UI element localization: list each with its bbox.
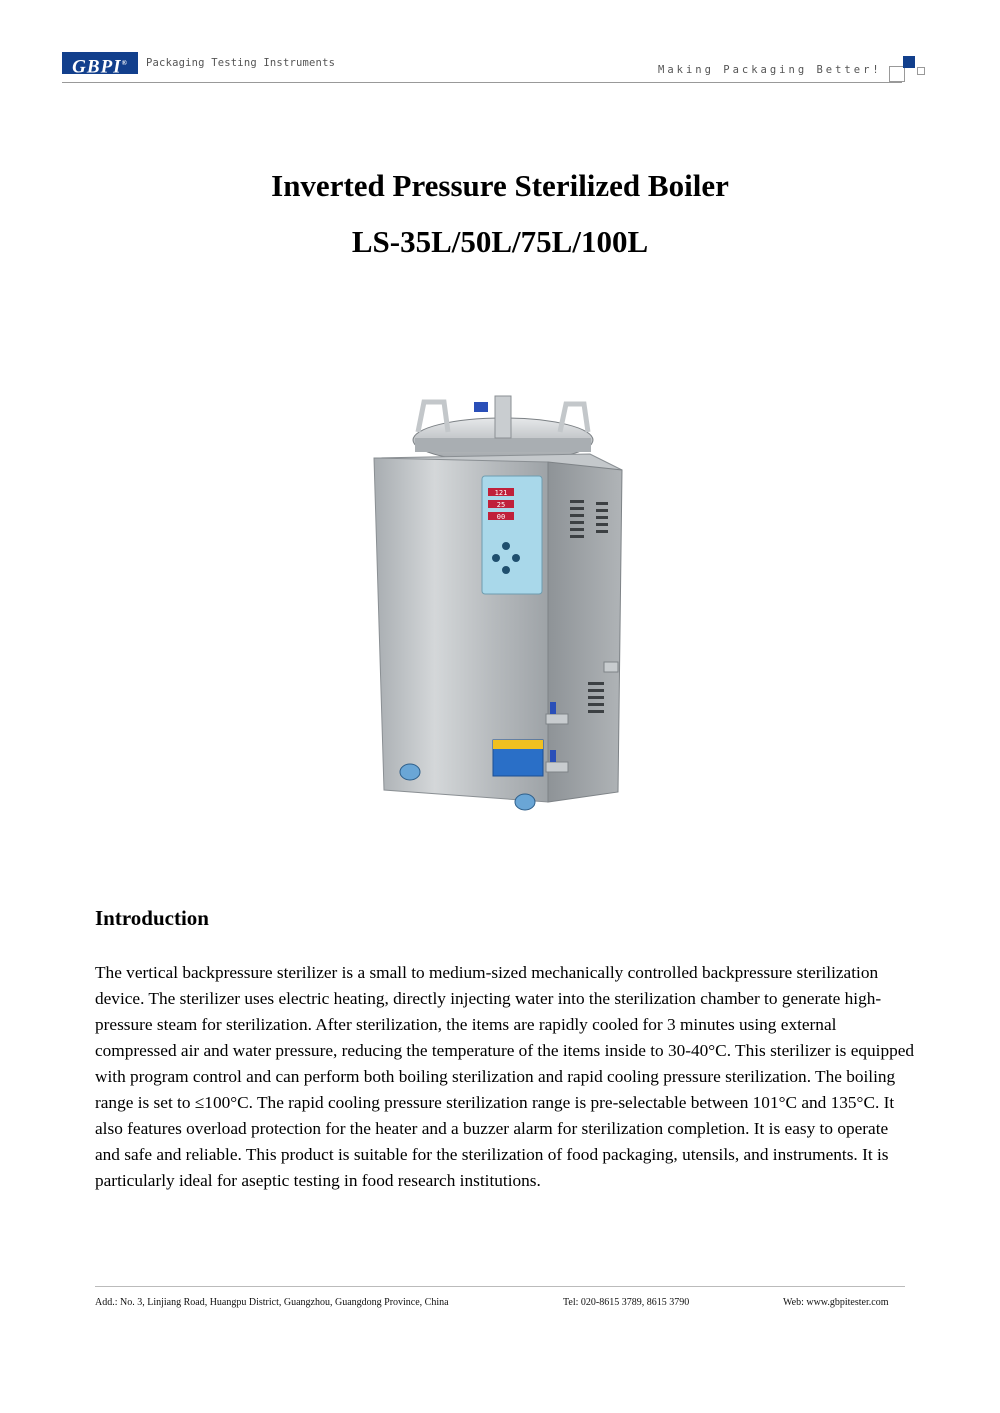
panel-button-up-icon [502,542,510,550]
footer-website: Web: www.gbpitester.com [783,1297,889,1308]
logo-text: GBPI [72,56,122,78]
display-value-1: 121 [494,489,508,497]
display-value-2: 25 [496,501,506,509]
introduction-body: The vertical backpressure sterilizer is a small to medium-sized mechanically controlled backpressure sterilization device. The sterilizer uses electric heating, directly injecting water into the sterilization chamber to generate high-pressure steam for sterilization. After sterilization, the items are rapidly cooled for 3 minutes using external compressed air and water pressure, reducing the temperature of the items inside to 30-40°C. This sterilizer is equipped with program control and can perform both boiling sterilization and rapid cooling pressure sterilization. The boiling range is set to ≤100°C. The rapid cooling pressure sterilization range is pre-selectable between 101°C and 135°C. It also features overload protection for the heater and a buzzer alarm for sterilization completion. It is easy to operate and safe and reliable. This product is suitable for the sterilization of food packaging, utensils, and instruments. It is particularly ideal for aseptic testing in food research institutions. [95,963,915,1190]
lid-handle-center [495,396,511,438]
decor-square-outline-icon [889,66,905,82]
footer-divider [95,1286,905,1287]
footer-address: Add.: No. 3, Linjiang Road, Huangpu District, Guangzhou, Guangdong Province, China [95,1297,449,1308]
wheel-left [400,764,420,780]
introduction-heading: Introduction [95,906,209,930]
logo-registered-mark: ® [121,59,128,67]
gbpi-logo [62,52,138,78]
lid-rim [415,438,591,452]
panel-button-down-icon [502,566,510,574]
side-pipe [604,662,618,672]
product-model: LS-35L/50L/75L/100L [351,224,649,259]
panel-button-left-icon [492,554,500,562]
company-tagline: Packaging Testing Instruments [146,57,336,69]
slogan: Making Packaging Better! [658,64,882,76]
product-title: Inverted Pressure Sterilized Boiler [271,168,729,203]
page-header [0,0,1000,100]
decor-square-blue-icon [903,56,915,68]
body-side [548,462,622,802]
warning-label-strip [493,740,543,749]
panel-button-right-icon [512,554,520,562]
footer-telephone: Tel: 020-8615 3789, 8615 3790 [563,1297,690,1308]
lid-valve [474,402,488,412]
header-divider [62,82,902,83]
wheel-right [515,794,535,810]
display-value-3: 00 [496,513,506,521]
sterilizer-machine-image [360,392,640,812]
decor-square-small-icon [917,67,925,75]
